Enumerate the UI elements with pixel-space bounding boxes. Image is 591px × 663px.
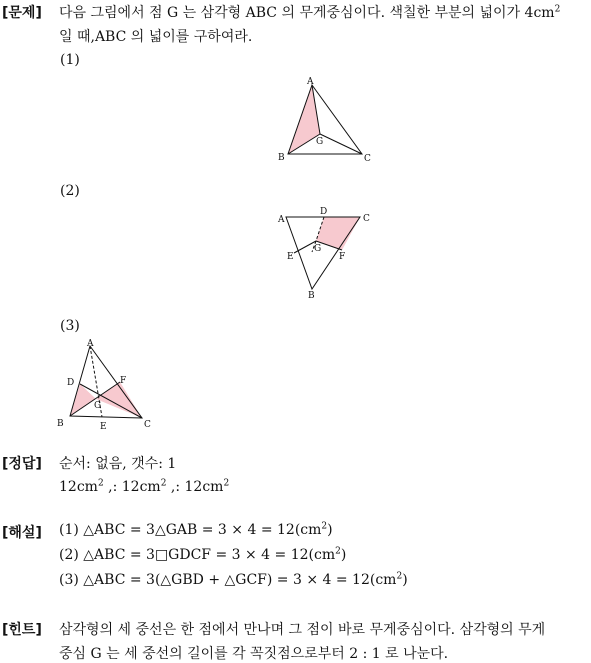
figure-3-label-d: D xyxy=(67,378,75,388)
figure-2-label-d: D xyxy=(320,207,328,217)
figure-2-label-b: B xyxy=(308,291,315,301)
figure-2 xyxy=(272,203,382,303)
figure-3-label-c: C xyxy=(144,420,151,430)
solution-line-3: (3) △ABC = 3(△GBD + △GCF) = $3 \times 4 = 12(cm^2)$ xyxy=(59,571,408,588)
figure-3-shaded-region-gbd xyxy=(70,384,96,416)
figure-1-label-g: G xyxy=(316,137,324,147)
figure-2-label-c: C xyxy=(363,214,370,224)
figure-3 xyxy=(54,336,164,432)
answer-value-1: 12cm xyxy=(59,479,98,495)
figure-3-label-a: A xyxy=(87,339,94,349)
subproblem-2-label: (2) xyxy=(60,183,80,199)
solution-line-1: (1) △ABC = 3△GAB = $3 \times 4 = 12(cm^2)$ xyxy=(59,521,333,538)
figure-3-label-f: F xyxy=(120,376,127,386)
figure-2-label-e: E xyxy=(287,252,294,262)
figure-3-label-b: B xyxy=(57,419,64,429)
answer-value-3: 12cm xyxy=(184,479,224,495)
figure-1-segment-cg xyxy=(320,134,362,154)
problem-line-1: 다음 그림에서 점 G 는 삼각형 ABC 의 무게중심이다. 색칠한 부분의 넓이가 $4cm^2$ xyxy=(59,4,561,21)
figure-3-label-g: G xyxy=(94,401,102,411)
figure-1 xyxy=(270,74,380,168)
figure-3-shaded-region-gcf xyxy=(96,382,142,418)
answer-value-2: 12cm xyxy=(121,479,161,495)
figure-2-label-a: A xyxy=(278,215,285,225)
subproblem-1-label: (1) xyxy=(60,52,80,68)
solution-line-2: (2) △ABC = 3□GDCF = $3 \times 4 = 12(cm^2)$ xyxy=(59,546,347,563)
hint-line-1: 삼각형의 세 중선은 한 점에서 만나며 그 점이 바로 무게중심이다. 삼각형의 무게 xyxy=(59,622,546,638)
hint-line-2: 중심 G 는 세 중선의 길이를 각 꼭짓점으로부터 2 : 1 로 나눈다. xyxy=(59,646,449,662)
answer-tag: [정답] xyxy=(2,456,42,472)
problem-line-2: 일 때,ABC 의 넓이를 구하여라. xyxy=(59,29,253,45)
figure-1-label-c: C xyxy=(364,154,371,164)
problem-tag: [문제] xyxy=(2,5,42,21)
answer-line-1: 순서: 없음, 갯수: 1 xyxy=(59,456,177,472)
figure-1-label-a: A xyxy=(307,77,314,87)
hint-tag: [힌트] xyxy=(2,622,42,638)
figure-3-label-e: E xyxy=(100,422,107,432)
subproblem-3-label: (3) xyxy=(60,318,80,334)
solution-tag: [해설] xyxy=(2,525,42,541)
answer-line-2: $12cm^2$ ,: $12cm^2$ ,: $12cm^2$ xyxy=(59,478,230,495)
figure-1-label-b: B xyxy=(278,153,285,163)
figure-2-label-f: F xyxy=(339,252,346,262)
figure-2-label-g: G xyxy=(314,244,322,254)
